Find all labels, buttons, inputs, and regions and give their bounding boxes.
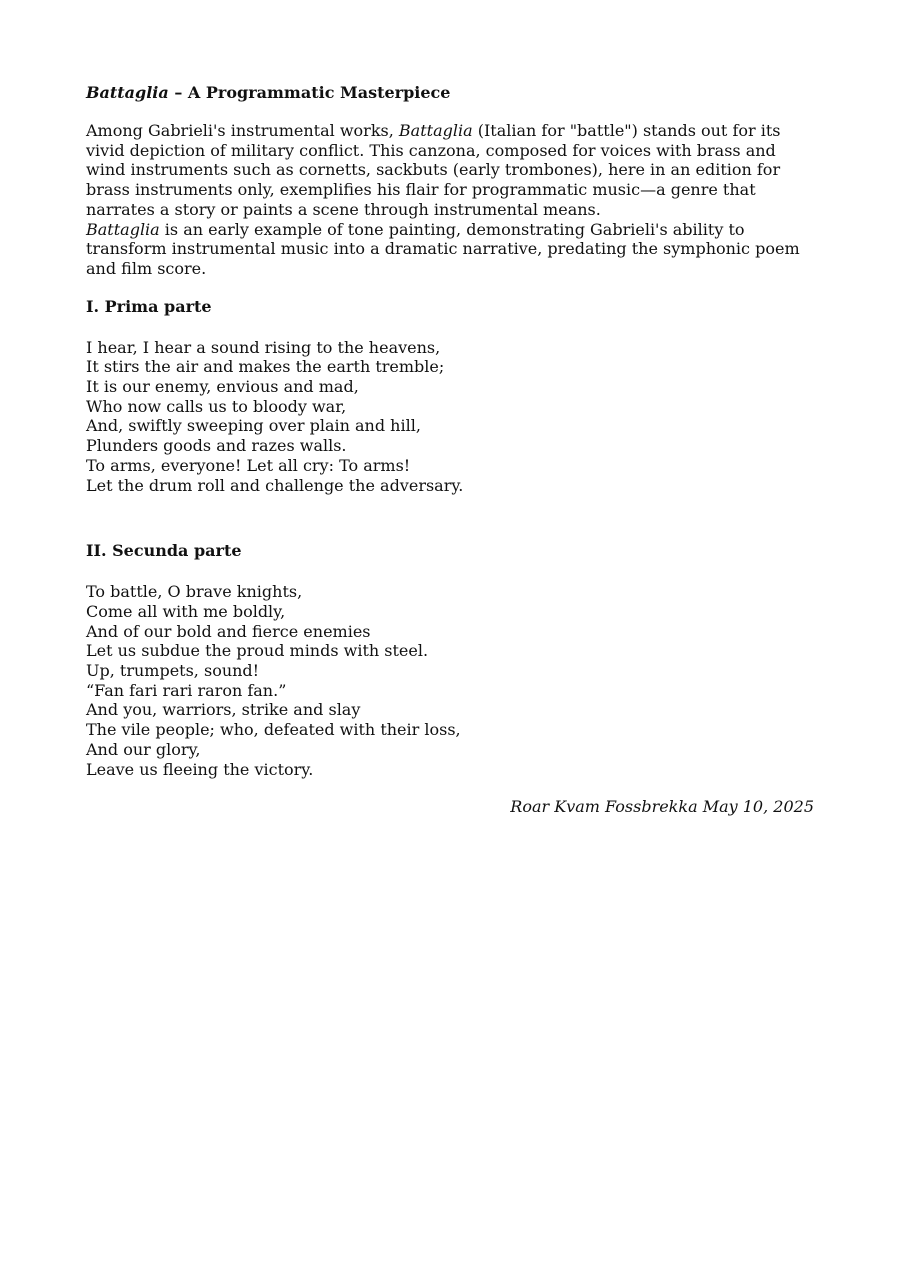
verse-line: Up, trumpets, sound! [86, 661, 260, 681]
document-title [86, 82, 814, 104]
verse-prima [86, 338, 814, 496]
signature: Roar Kvam Fossbrekka May 10, 2025 [510, 797, 814, 817]
intro-paragraph-2 [86, 220, 814, 279]
verse-line: Let us subdue the proud minds with steel. [86, 641, 429, 661]
intro-p2-italic: Battaglia [86, 219, 160, 239]
verse-line: Who now calls us to bloody war, [86, 396, 347, 416]
verse-line: To arms, everyone! Let all cry: To arms! [86, 455, 411, 475]
intro-p2-after: is an early example of tone painting, demonstrating Gabrieli's ability to transform instrumental music into a dramatic narrative, predating the symphonic poem and film score. [86, 219, 800, 278]
verse-line: And you, warriors, strike and slay [86, 700, 361, 720]
verse-line: Plunders goods and razes walls. [86, 436, 347, 456]
verse-line: And our glory, [86, 739, 201, 759]
section-heading-secunda: II. Secunda parte [86, 541, 242, 561]
verse-line: To battle, O brave knights, [86, 582, 303, 602]
intro-p1-italic: Battaglia [398, 121, 473, 140]
verse-line: The vile people; who, defeated with their loss, [86, 720, 461, 740]
verse-line: Leave us fleeing the victory. [86, 759, 314, 779]
verse-line: It is our enemy, envious and mad, [86, 377, 359, 397]
intro-p1-before: Among Gabrieli's instrumental works, [86, 121, 399, 140]
title-italic: Battaglia [86, 83, 169, 102]
intro-p1-after: (Italian for "battle") stands out for its vivid depiction of military conflict. This canzona, composed for voices with brass and wind instruments such as cornetts, sackbuts (early trombones), here in an edition for brass instruments only, exemplifies his flair for programmatic music—a genre that narrates a story or paints a scene through instrumental means. [86, 121, 781, 219]
document-page [86, 82, 814, 818]
verse-line: Let the drum roll and challenge the adversary. [86, 475, 464, 495]
verse-line: “Fan fari rari raron fan.” [86, 680, 287, 700]
intro-paragraph-1 [86, 121, 814, 220]
verse-line: Come all with me boldly, [86, 601, 286, 621]
verse-line: And of our bold and fierce enemies [86, 621, 371, 641]
verse-line: It stirs the air and makes the earth tremble; [86, 357, 445, 377]
verse-line: I hear, I hear a sound rising to the heavens, [86, 337, 441, 357]
verse-secunda [86, 582, 814, 779]
title-rest: – A Programmatic Masterpiece [168, 83, 451, 102]
verse-line: And, swiftly sweeping over plain and hill, [86, 416, 421, 436]
section-heading-prima: I. Prima parte [86, 296, 212, 316]
